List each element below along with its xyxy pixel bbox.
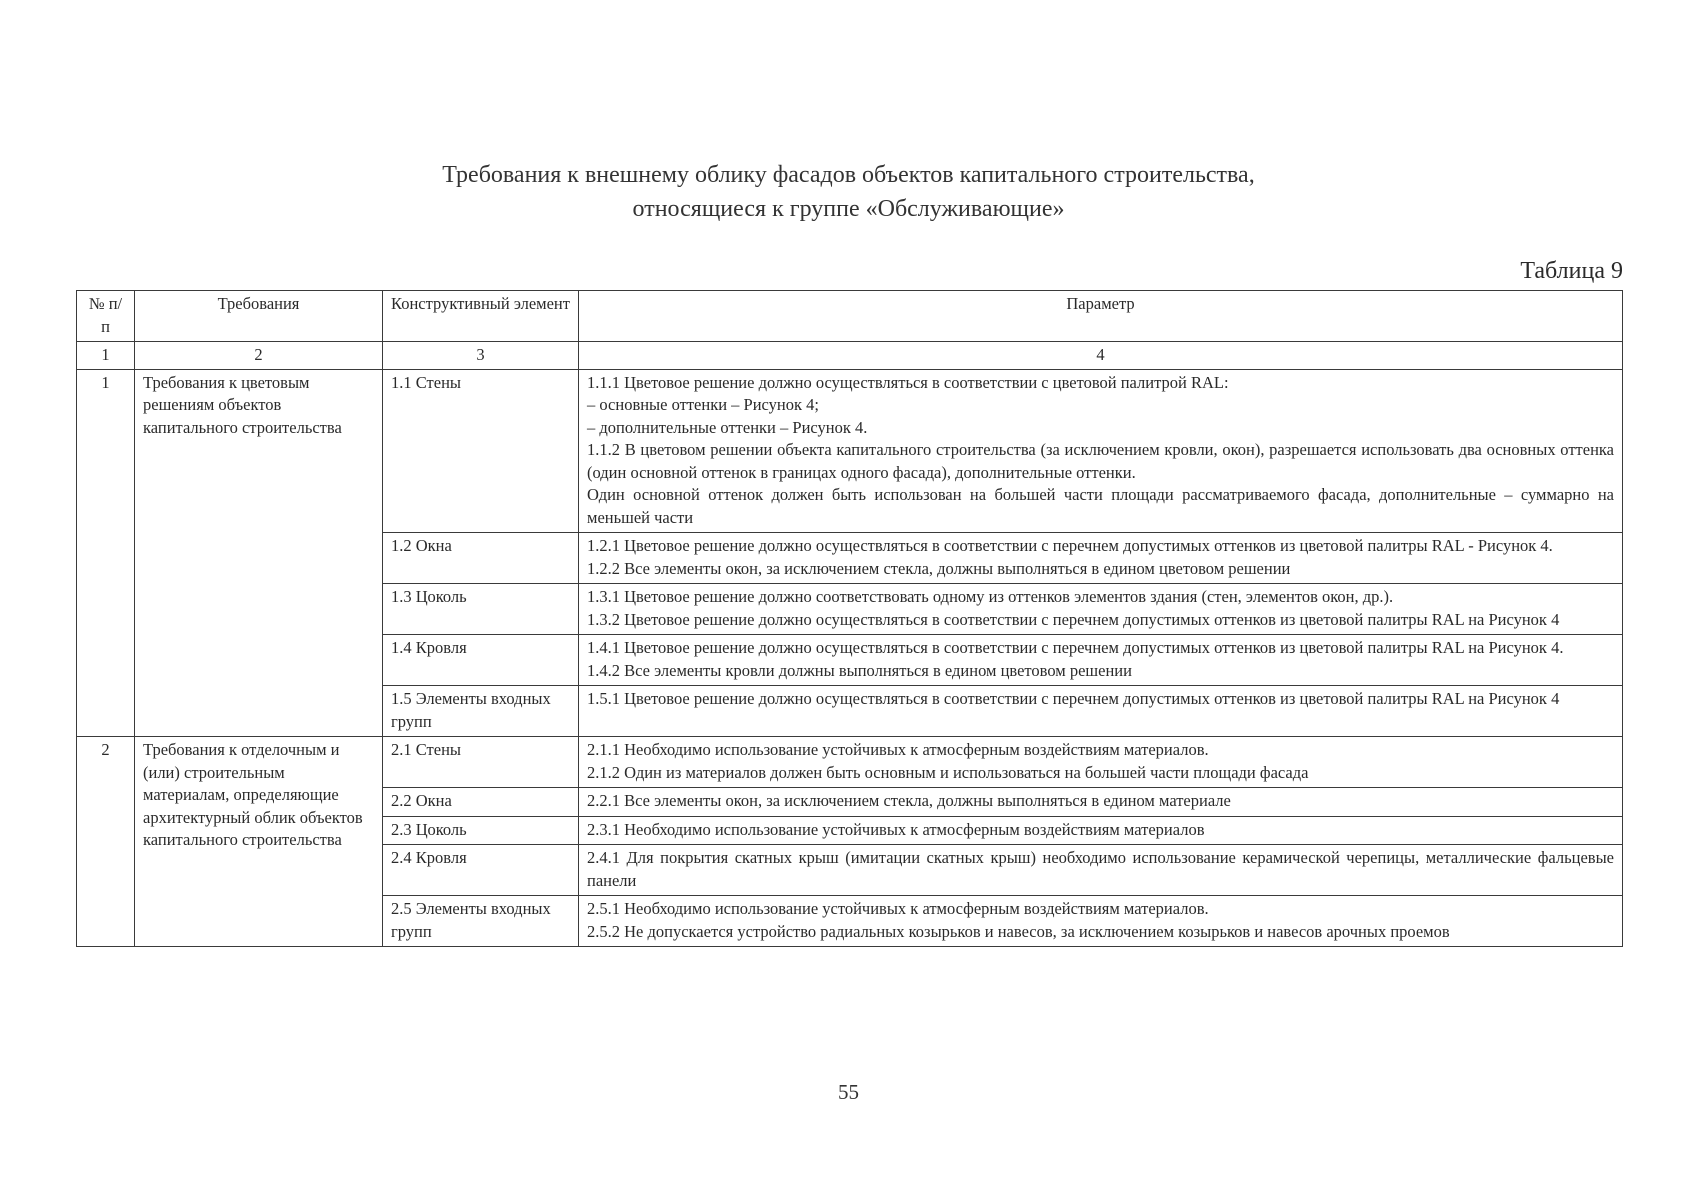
- parameter-cell: [579, 369, 1623, 533]
- column-header-element: Конструктивный элемент: [383, 291, 579, 342]
- parameter-line: 1.1.2 В цветовом решении объекта капитального строительства (за исключением кровли, окон), разрешается использовать два основных оттенка (один основной оттенок в границах одного фасада), дополнительные оттенки.: [587, 440, 1614, 482]
- parameter-line: 2.5.1 Необходимо использование устойчивых к атмосферным воздействиям материалов.: [587, 899, 1209, 918]
- column-number: 4: [579, 342, 1623, 370]
- requirement-cell: Требования к цветовым решениям объектов капитального строительства: [135, 369, 383, 737]
- table-row: [77, 737, 1623, 788]
- table-label: Таблица 9: [1520, 258, 1623, 284]
- parameter-cell: [579, 816, 1623, 845]
- column-number: 2: [135, 342, 383, 370]
- parameter-line: 2.3.1 Необходимо использование устойчивых к атмосферным воздействиям материалов: [587, 819, 1205, 839]
- title-line-1: Требования к внешнему облику фасадов объектов капитального строительства,: [442, 162, 1255, 188]
- parameter-line: – дополнительные оттенки – Рисунок 4.: [587, 417, 868, 437]
- element-cell: 1.3 Цоколь: [383, 584, 579, 635]
- table-body: [77, 369, 1623, 947]
- requirements-table: [76, 290, 1623, 947]
- parameter-line: 2.1.2 Один из материалов должен быть основным и использоваться на большей части площади фасада: [587, 762, 1309, 782]
- table-row: [77, 369, 1623, 533]
- column-number: 3: [383, 342, 579, 370]
- parameter-line: 1.4.1 Цветовое решение должно осуществляться в соответствии с перечнем допустимых оттенков из цветовой палитры RAL на Рисунок 4.: [587, 638, 1564, 657]
- element-cell: 1.1 Стены: [383, 369, 579, 533]
- parameter-line: 1.3.1 Цветовое решение должно соответствовать одному из оттенков элементов здания (стен, элементов окон, др.).: [587, 587, 1394, 606]
- parameter-cell: [579, 845, 1623, 896]
- requirement-cell: Требования к отделочным и (или) строительным материалам, определяющие архитектурный облик объектов капитального строительства: [135, 737, 383, 947]
- column-number-row: [77, 342, 1623, 370]
- parameter-line: 1.2.1 Цветовое решение должно осуществляться в соответствии с перечнем допустимых оттенков из цветовой палитры RAL - Рисунок 4.: [587, 536, 1553, 555]
- parameter-line: 1.4.2 Все элементы кровли должны выполняться в едином цветовом решении: [587, 660, 1132, 680]
- parameter-cell: [579, 635, 1623, 686]
- element-cell: 1.2 Окна: [383, 533, 579, 584]
- element-cell: 2.4 Кровля: [383, 845, 579, 896]
- parameter-line: 2.1.1 Необходимо использование устойчивых к атмосферным воздействиям материалов.: [587, 740, 1209, 759]
- parameter-cell: [579, 686, 1623, 737]
- parameter-line: 1.5.1 Цветовое решение должно осуществляться в соответствии с перечнем допустимых оттенков из цветовой палитры RAL на Рисунок 4: [587, 689, 1560, 708]
- element-cell: 2.2 Окна: [383, 788, 579, 817]
- parameter-line: 2.2.1 Все элементы окон, за исключением стекла, должны выполняться в едином материале: [587, 791, 1231, 810]
- title-line-2: относящиеся к группе «Обслуживающие»: [632, 196, 1065, 222]
- parameter-cell: [579, 533, 1623, 584]
- parameter-line: 2.5.2 Не допускается устройство радиальных козырьков и навесов, за исключением козырьков и навесов арочных проемов: [587, 921, 1450, 941]
- row-number-cell: 2: [77, 737, 135, 947]
- parameter-line: 2.4.1 Для покрытия скатных крыш (имитации скатных крыш) необходимо использование керамической черепицы, металлические фальцевые панели: [587, 848, 1614, 890]
- column-header-num: № п/п: [77, 291, 135, 342]
- parameter-cell: [579, 788, 1623, 817]
- parameter-cell: [579, 737, 1623, 788]
- element-cell: 2.5 Элементы входных групп: [383, 896, 579, 947]
- element-cell: 1.5 Элементы входных групп: [383, 686, 579, 737]
- element-cell: 1.4 Кровля: [383, 635, 579, 686]
- parameter-cell: [579, 584, 1623, 635]
- document-title: [0, 158, 1697, 226]
- parameter-line: 1.2.2 Все элементы окон, за исключением стекла, должны выполняться в едином цветовом решении: [587, 558, 1291, 578]
- element-cell: 2.1 Стены: [383, 737, 579, 788]
- table-header-row: [77, 291, 1623, 342]
- parameter-line: 1.3.2 Цветовое решение должно осуществляться в соответствии с перечнем допустимых оттенков из цветовой палитры RAL на Рисунок 4: [587, 609, 1560, 629]
- parameter-cell: [579, 896, 1623, 947]
- column-header-parameter: Параметр: [579, 291, 1623, 342]
- column-header-requirement: Требования: [135, 291, 383, 342]
- parameter-line: Один основной оттенок должен быть использован на большей части площади рассматриваемого фасада, дополнительные – суммарно на меньшей части: [587, 485, 1614, 527]
- row-number-cell: 1: [77, 369, 135, 737]
- column-number: 1: [77, 342, 135, 370]
- parameter-line: – основные оттенки – Рисунок 4;: [587, 395, 819, 414]
- element-cell: 2.3 Цоколь: [383, 816, 579, 845]
- parameter-line: 1.1.1 Цветовое решение должно осуществляться в соответствии с цветовой палитрой RAL:: [587, 372, 1229, 392]
- page-number: 55: [838, 1080, 859, 1104]
